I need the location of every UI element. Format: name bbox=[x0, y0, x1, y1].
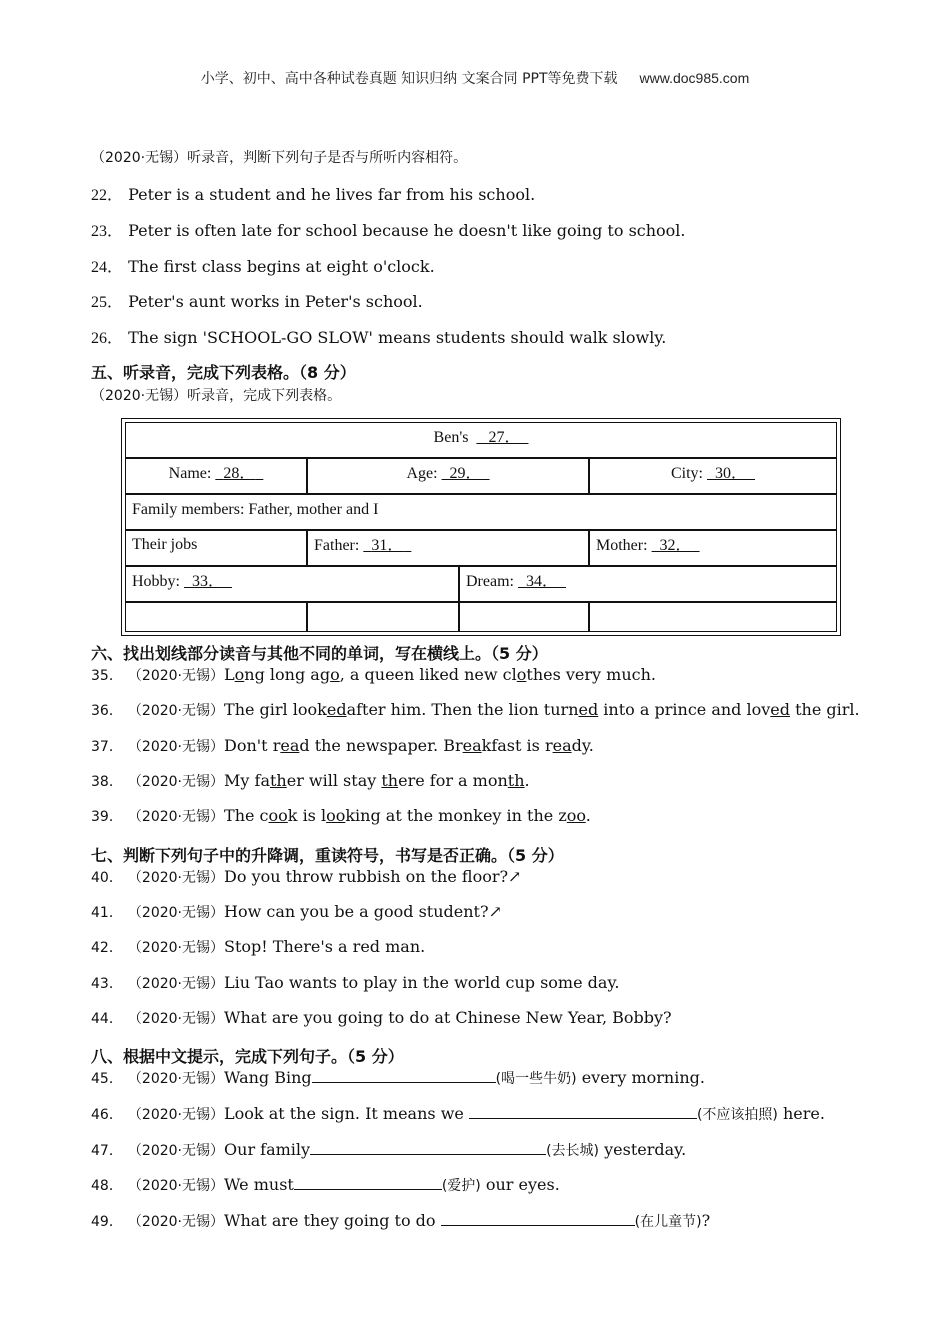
dream-cell: Dream: 34． bbox=[459, 566, 837, 602]
question-41: 41． （2020·无锡）How can you be a good student?↗ bbox=[91, 902, 502, 921]
question-47: 47． （2020·无锡）Our family (去长城) yesterday. bbox=[91, 1140, 687, 1159]
question-45: 45． （2020·无锡）Wang Bing (喝一些牛奶) every morning. bbox=[91, 1068, 705, 1087]
question-22: 22． Peter is a student and he lives far from his school. bbox=[91, 185, 536, 204]
name-cell: Name: 28． bbox=[125, 458, 307, 494]
section-5-sub: （2020·无锡）听录音，完成下列表格。 bbox=[91, 388, 342, 404]
answer-blank[interactable] bbox=[312, 1068, 496, 1083]
question-44: 44． （2020·无锡）What are you going to do at Chinese New Year, Bobby? bbox=[91, 1008, 672, 1027]
question-26: 26． The sign 'SCHOOL-GO SLOW' means students should walk slowly. bbox=[91, 328, 667, 347]
empty-cell bbox=[125, 602, 307, 632]
table-title-cell: Ben's 27． bbox=[125, 422, 837, 458]
answer-blank[interactable] bbox=[441, 1211, 635, 1226]
question-48: 48． （2020·无锡）We must (爱护) our eyes. bbox=[91, 1175, 560, 1194]
question-35: 35． （2020·无锡）Long long ago, a queen liked new clothes very much. bbox=[91, 665, 656, 684]
empty-cell bbox=[589, 602, 837, 632]
intro-4: （2020·无锡）听录音，判断下列句子是否与所听内容相符。 bbox=[91, 150, 468, 166]
question-36: 36． （2020·无锡）The girl lookedafter him. Then the lion turned into a prince and loved the girl. bbox=[91, 700, 860, 719]
section-5-title: 五、听录音，完成下列表格。（8 分） bbox=[91, 363, 356, 382]
question-46: 46． （2020·无锡）Look at the sign. It means we (不应该拍照) here. bbox=[91, 1104, 825, 1123]
answer-blank[interactable] bbox=[469, 1104, 697, 1119]
jobs-label-cell: Their jobs bbox=[125, 530, 307, 566]
question-42: 42． （2020·无锡）Stop! There's a red man. bbox=[91, 937, 426, 956]
question-49: 49． （2020·无锡）What are they going to do (在儿童节)? bbox=[91, 1211, 711, 1230]
header-site: www.doc985.com bbox=[639, 70, 750, 86]
age-cell: Age: 29． bbox=[307, 458, 589, 494]
hobby-cell: Hobby: 33． bbox=[125, 566, 459, 602]
city-cell: City: 30． bbox=[589, 458, 837, 494]
family-cell: Family members: Father, mother and I bbox=[125, 494, 837, 530]
question-24: 24． The first class begins at eight o'clock. bbox=[91, 257, 435, 276]
answer-blank[interactable] bbox=[294, 1175, 442, 1190]
question-43: 43． （2020·无锡）Liu Tao wants to play in the world cup some day. bbox=[91, 973, 620, 992]
question-23: 23． Peter is often late for school because he doesn't like going to school. bbox=[91, 221, 686, 240]
question-40: 40． （2020·无锡）Do you throw rubbish on the floor?↗ bbox=[91, 867, 522, 886]
question-25: 25． Peter's aunt works in Peter's school. bbox=[91, 292, 423, 311]
empty-cell bbox=[459, 602, 589, 632]
question-39: 39． （2020·无锡）The cook is looking at the monkey in the zoo. bbox=[91, 806, 591, 825]
info-table bbox=[121, 418, 841, 636]
father-cell: Father: 31． bbox=[307, 530, 589, 566]
section-8-title: 八、根据中文提示，完成下列句子。（5 分） bbox=[91, 1047, 404, 1066]
header-text: 小学、初中、高中各种试卷真题 知识归纳 文案合同 PPT等免费下载 bbox=[200, 71, 618, 87]
page-header bbox=[0, 68, 950, 88]
section-7-title: 七、判断下列句子中的升降调，重读符号，书写是否正确。（5 分） bbox=[91, 846, 564, 865]
question-37: 37． （2020·无锡）Don't read the newspaper. Breakfast is ready. bbox=[91, 736, 594, 755]
empty-cell bbox=[307, 602, 459, 632]
mother-cell: Mother: 32． bbox=[589, 530, 837, 566]
section-6-title: 六、找出划线部分读音与其他不同的单词，写在横线上。（5 分） bbox=[91, 644, 548, 663]
answer-blank[interactable] bbox=[310, 1140, 546, 1155]
question-38: 38． （2020·无锡）My father will stay there for a month. bbox=[91, 771, 530, 790]
